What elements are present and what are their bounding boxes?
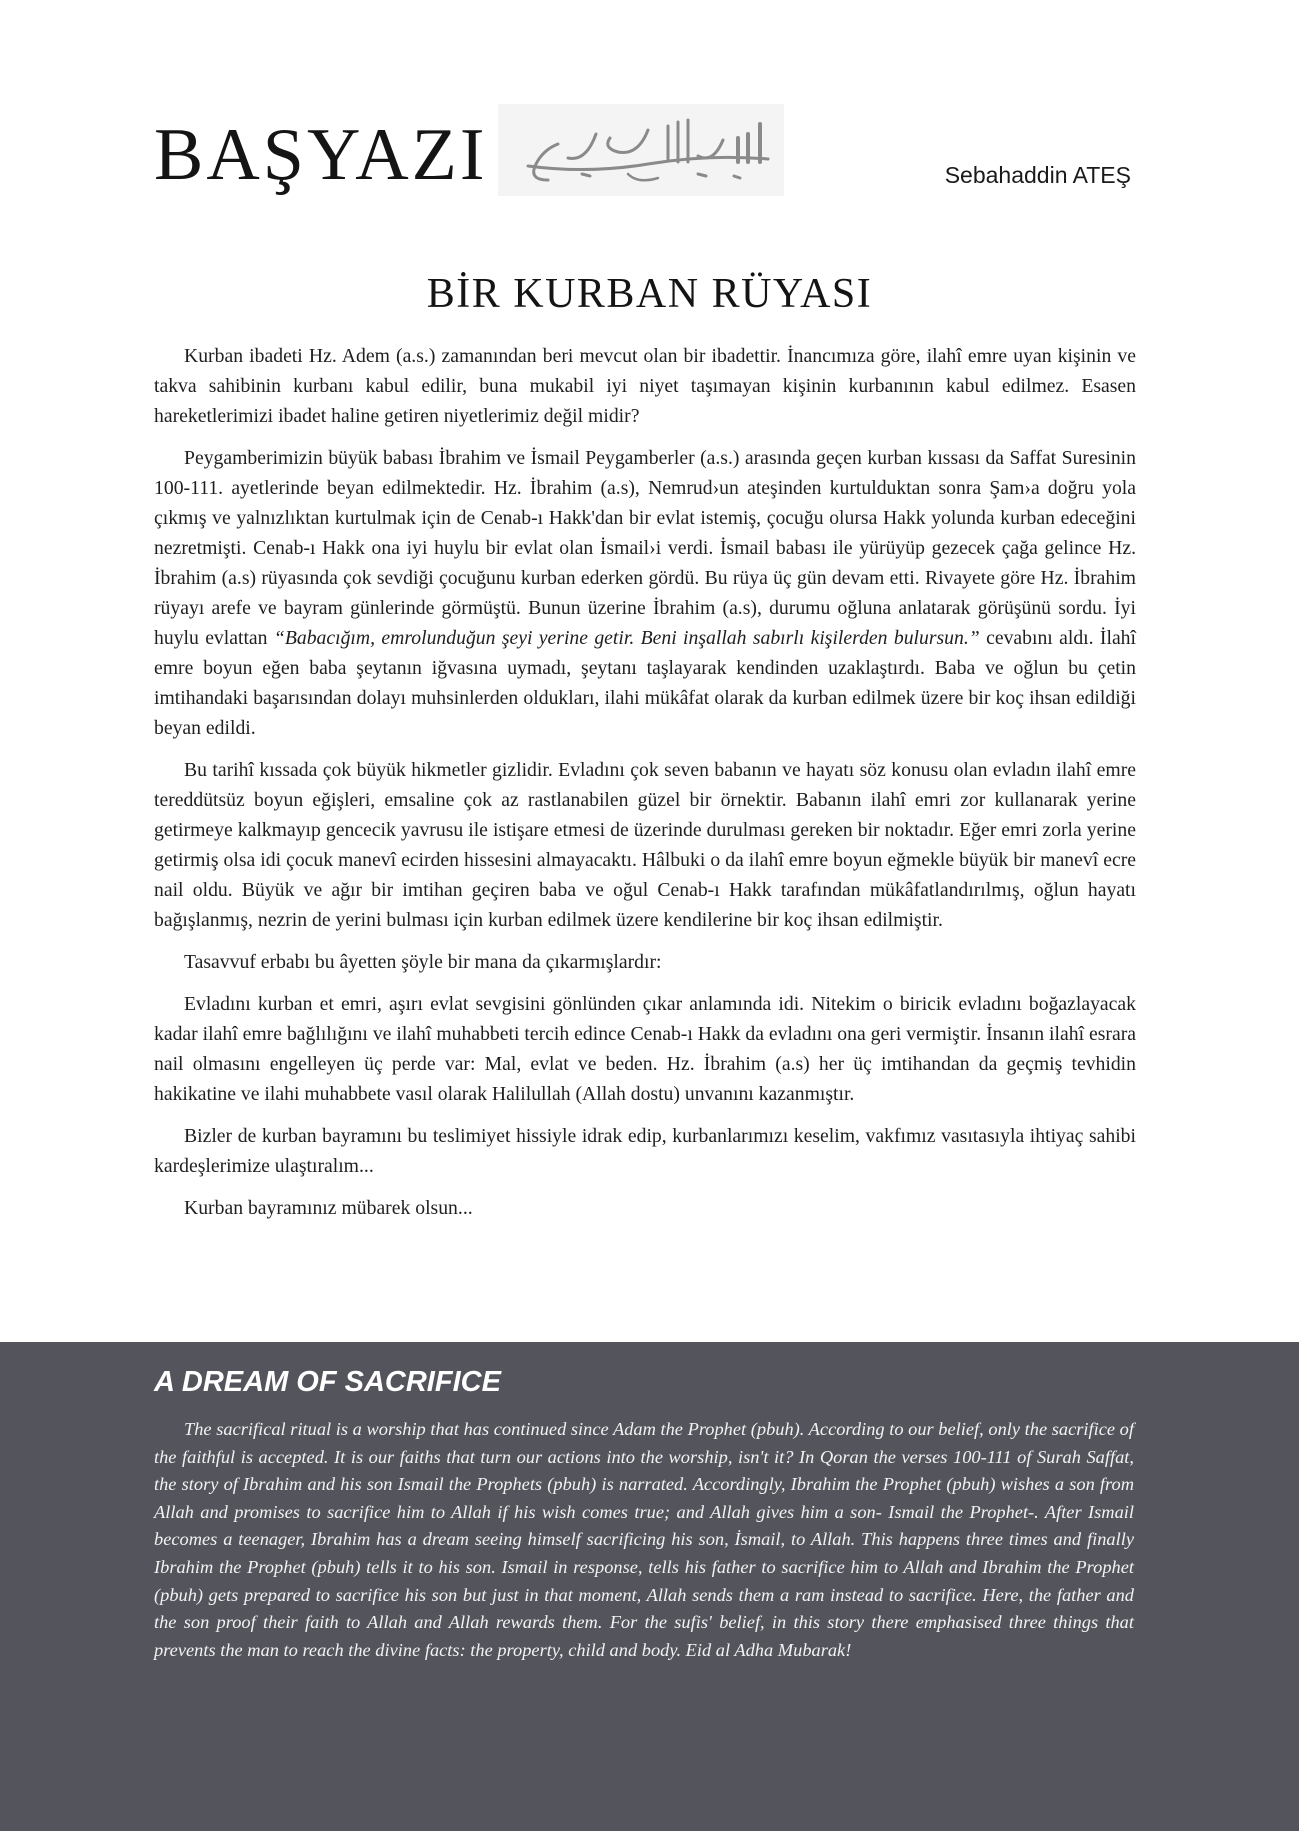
english-summary-panel: [0, 1342, 1299, 1831]
article-body: [154, 341, 1136, 1235]
paragraph: Evladını kurban et emri, aşırı evlat sevgisini gönlünden çıkar anlamında idi. Nitekim o biricik evladını boğazlayacak kadar ilahî emre bağlılığını ve ilahî muhabbeti tercih edince Cenab-ı Hakk da evladını ona geri vermiştir. İnsanın ilahî esrara nail olmasını engelleyen üç perde var: Mal, evlat ve beden. Hz. İbrahim (a.s) her üç imtihandan da geçmiş tevhidin hakikatine ve ilahi muhabbete vasıl olarak Halilullah (Allah dostu) unvanını kazanmıştır.: [154, 993, 1136, 1105]
paragraph: Tasavvuf erbabı bu âyetten şöyle bir mana da çıkarmışlardır:: [184, 951, 662, 973]
paragraph: Bizler de kurban bayramını bu teslimiyet hissiyle idrak edip, kurbanlarımızı keselim, vakfımız vasıtasıyla ihtiyaç sahibi kardeşlerimize ulaştıralım...: [154, 1125, 1136, 1177]
article-title: BİR KURBAN RÜYASI: [426, 271, 873, 317]
paragraph: Kurban ibadeti Hz. Adem (a.s.) zamanından beri mevcut olan bir ibadettir. İnancımıza göre, ilahî emre uyan kişinin ve takva sahibinin kurbanı kabul edilir, buna mukabil iyi niyet taşımayan kişinin kurbanının kabul edilmez. Esasen hareketlerimizi ibadet haline getiren niyetlerimiz değil midir?: [154, 345, 1136, 427]
section-label: BAŞYAZI: [154, 114, 488, 196]
english-title: A DREAM OF SACRIFICE: [154, 1366, 501, 1398]
story-text: Peygamberimizin büyük babası İbrahim ve İsmail Peygamberler (a.s.) arasında geçen kurban kıssası da Saffat Suresinin 100-111. ayetlerinde beyan edilmektedir. Hz. İbrahim (a.s), Nemrud›un ateşinden kurtulduktan sonra Şam›a doğru yola çıkmış ve yalnızlıktan kurtulmak için de Cenab-ı Hakk'dan bir evlat istemiş, çocuğu olursa Hakk yolunda kurban edeceğini nezretmişti. Cenab-ı Hakk ona iyi huylu bir evlat olan İsmail›i verdi. İsmail babası ile yürüyüp gezecek çağa gelince Hz. İbrahim (a.s) rüyasında çok sevdiği çocuğunu kurban ederken gördü. Bu rüya üç gün devam etti. Rivayete göre Hz. İbrahim rüyayı arefe ve bayram günlerinde görmüştü. Bunun üzerine İbrahim (a.s), durumu oğluna anlatarak görüşünü sordu. İyi huylu evlattan: [154, 447, 1136, 649]
paragraph: Kurban bayramınız mübarek olsun...: [184, 1197, 473, 1219]
author-name: Sebahaddin ATEŞ: [944, 162, 1131, 188]
english-summary-text: The sacrifical ritual is a worship that has continued since Adam the Prophet (pbuh). According to our belief, only the sacrifice of the faithful is accepted. It is our faiths that turn our actions into the worship, isn't it? In Qoran the verses 100-111 of Surah Saffat, the story of Ibrahim and his son Ismail the Prophets (pbuh) is narrated. Accordingly, Ibrahim the Prophet (pbuh) wishes a son from Allah and promises to sacrifice him to Allah if his wish comes true; and Allah gives him a son- Ismail the Prophet-. After Ismail becomes a teenager, Ibrahim has a dream seeing himself sacrificing his son, İsmail, to Allah. This happens three times and finally Ibrahim the Prophet (pbuh) tells it to his son. Ismail in response, tells his father to sacrifice him to Allah and Ibrahim the Prophet (pbuh) gets prepared to sacrifice his son but just in that moment, Allah sends them a ram instead to sacrifice. Here, the father and the son proof their faith to Allah and Allah rewards them. For the sufis' belief, in this story there emphasised three things that prevents the man to reach the divine facts: the property, child and body. Eid al Adha Mubarak!: [154, 1419, 1134, 1660]
quote-text: “Babacığım, emrolunduğun şeyi yerine getir. Beni inşallah sabırlı kişilerden bulursun.”: [273, 627, 980, 649]
story-text-continued: cevabını aldı. İlahî emre boyun eğen baba şeytanın iğvasına uymadı, şeytanı taşlayarak kendinden uzaklaştırdı. Baba ve oğlun bu çetin imtihandaki başarısından dolayı muhsinlerden oldukları, ilahi mükâfat olarak da kurban edilmek üzere bir koç ihsan edildiği beyan edildi.: [154, 627, 1136, 739]
paragraph-story: [154, 443, 1136, 743]
paragraph: Bu tarihî kıssada çok büyük hikmetler gizlidir. Evladını çok seven babanın ve hayatı söz konusu olan evladın ilahî emre tereddütsüz boyun eğişleri, emsaline çok az rastlanabilen güzel bir örnektir. Babanın ilahî emri zor kullanarak yerine getirmeye kalkmayıp gencecik yavrusu ile istişare etmesi de üzerinde durulması gereken bir noktadır. Eğer emri zorla yerine getirmiş olsa idi çocuk manevî ecirden hissesini almayacaktı. Hâlbuki o da ilahî emre boyun eğmekle büyük bir manevî ecre nail oldu. Büyük ve ağır bir imtihan geçiren baba ve oğul Cenab-ı Hakk tarafından mükâfatlandırılmış, oğlun hayatı bağışlanmış, nezrin de yerini bulması için kurban edilmek üzere kendilerine bir koç ihsan edilmiştir.: [154, 759, 1136, 931]
basmala-calligraphy: [498, 104, 784, 196]
